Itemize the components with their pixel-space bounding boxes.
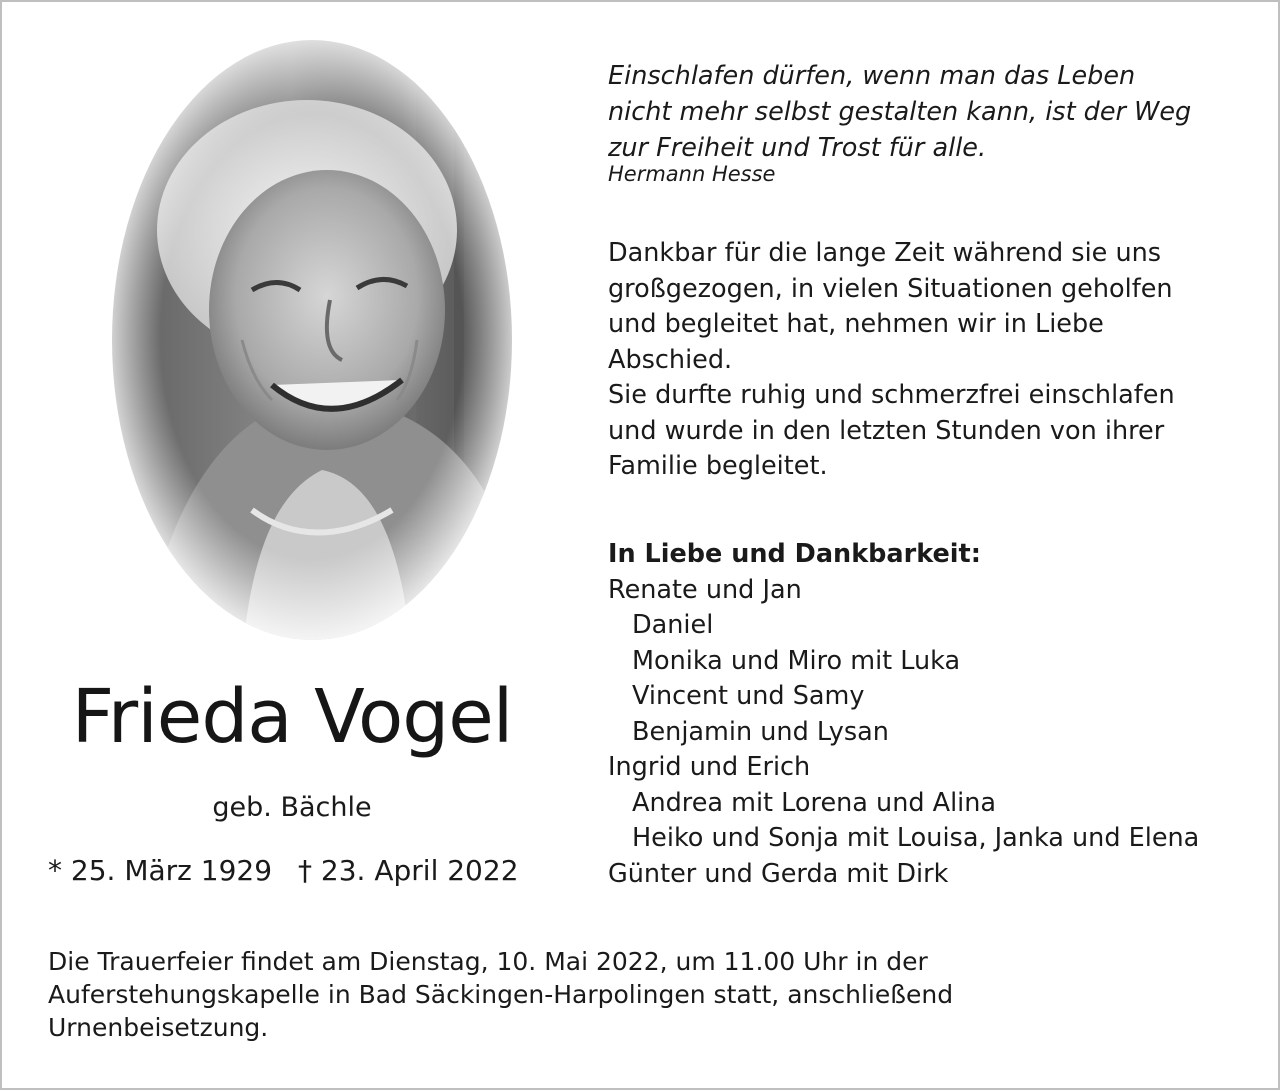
mourner-entry: Daniel xyxy=(632,610,714,640)
portrait-photo xyxy=(102,40,522,658)
mourner-entry: Monika und Miro mit Luka xyxy=(632,645,961,676)
birth-date: * 25. März 1929 xyxy=(48,854,273,887)
birth-name: geb. Bächle xyxy=(212,792,372,823)
mourner-entry: Andrea mit Lorena und Alina xyxy=(632,787,997,818)
text-line: und wurde in den letzten Stunden von ihrer xyxy=(608,415,1165,446)
quote-author: Hermann Hesse xyxy=(608,162,776,186)
mourners-heading: In Liebe und Dankbarkeit: xyxy=(608,539,981,569)
text-line: und begleitet hat, nehmen wir in Liebe xyxy=(608,309,1104,339)
mourner-entry: Renate und Jan xyxy=(608,574,802,605)
text-line: Abschied. xyxy=(608,344,733,375)
mourner-entry: Vincent und Samy xyxy=(632,681,865,711)
deceased-name: Frieda Vogel xyxy=(71,674,513,760)
quote-line: zur Freiheit und Trost für alle. xyxy=(608,133,987,163)
quote-line: nicht mehr selbst gestalten kann, ist der Weg xyxy=(608,97,1192,127)
mourner-entry: Heiko und Sonja mit Louisa, Janka und Elena xyxy=(632,823,1200,853)
text-line: Dankbar für die lange Zeit während sie uns xyxy=(608,238,1162,268)
funeral-line: Auferstehungskapelle in Bad Säckingen-Harpolingen statt, anschließend xyxy=(48,980,954,1009)
gratitude-text xyxy=(608,236,1175,485)
mourner-entry: Ingrid und Erich xyxy=(608,752,811,782)
funeral-line: Urnenbeisetzung. xyxy=(48,1013,269,1042)
quote xyxy=(608,58,1191,166)
text-line: Sie durfte ruhig und schmerzfrei einschlafen xyxy=(608,380,1175,410)
life-dates xyxy=(48,854,519,887)
mourners-list xyxy=(608,537,1199,892)
text-line: großgezogen, in vielen Situationen geholfen xyxy=(608,273,1173,304)
funeral-line: Die Trauerfeier findet am Dienstag, 10. Mai 2022, um 11.00 Uhr in der xyxy=(48,947,928,976)
mourner-entry: Günter und Gerda mit Dirk xyxy=(608,858,949,889)
funeral-info xyxy=(48,945,953,1044)
quote-line: Einschlafen dürfen, wenn man das Leben xyxy=(608,61,1136,91)
mourner-entry: Benjamin und Lysan xyxy=(632,716,889,747)
death-date: † 23. April 2022 xyxy=(298,854,519,887)
text-line: Familie begleitet. xyxy=(608,451,828,481)
